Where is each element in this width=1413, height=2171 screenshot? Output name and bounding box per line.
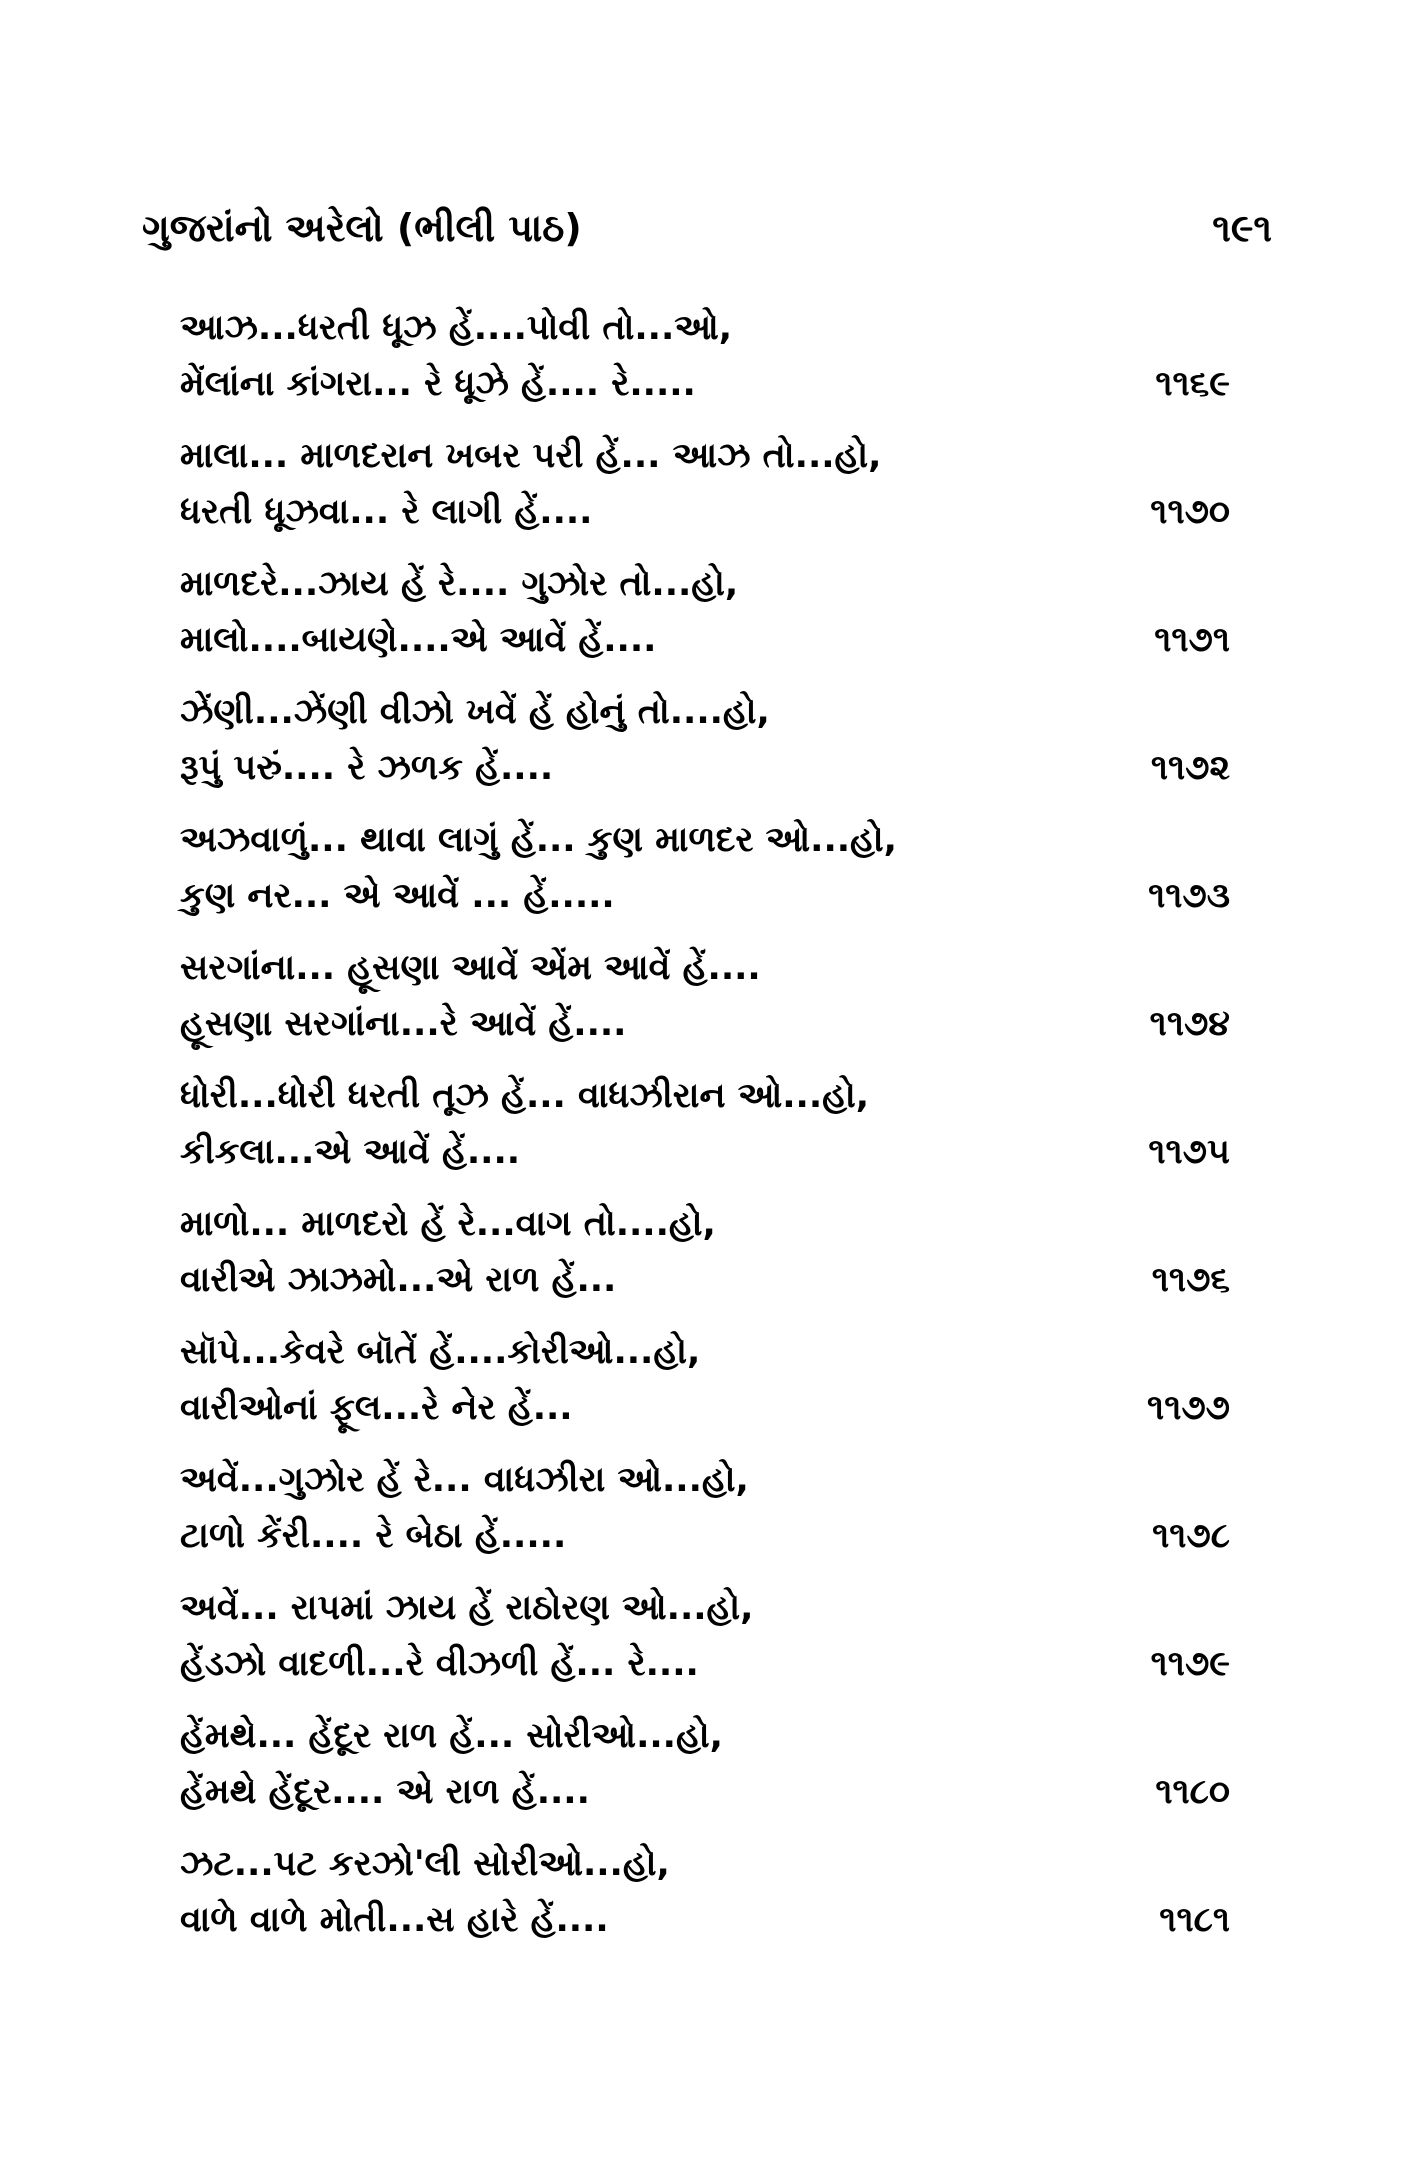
verse-line: અવેં...ગુઝોર હેં રે... વાધઝીરા ઓ...હો, <box>180 1460 749 1500</box>
stanza <box>180 1452 1230 1580</box>
stanza <box>180 300 1230 428</box>
verse-number: ૧૧૬૯ <box>1155 364 1230 404</box>
verse-line: હૂસણા સરગાંના...રે આવેં હેં.... <box>180 1004 627 1044</box>
page-number: ૧૯૧ <box>1212 206 1272 250</box>
stanza <box>180 684 1230 812</box>
verse-number: ૧૧૮૧ <box>1159 1900 1230 1940</box>
verse-line: માળદરે...ઝાય હેં રે.... ગુઝોર તો...હો, <box>180 564 739 604</box>
verse-number: ૧૧૭૯ <box>1150 1644 1230 1684</box>
verse-line: હેંમથે હેંદૂર.... એ રાળ હેં.... <box>180 1772 590 1812</box>
verse-line: આઝ...ધરતી ધૂઝ હેં....પોવી તો...ઓ, <box>180 308 733 348</box>
stanza <box>180 1324 1230 1452</box>
verse-line: માલા... માળદરાન ખબર પરી હેં... આઝ તો...હો, <box>180 436 882 476</box>
verse-line: કીકલા...એ આવેં હેં.... <box>180 1132 521 1172</box>
verse-line: ટાળો કેંરી.... રે બેઠા હેં..... <box>180 1516 567 1556</box>
verse-line: ઝેંણી...ઝેંણી વીઝો ખવેં હેં હોનું તો....હો, <box>180 692 770 732</box>
stanza <box>180 428 1230 556</box>
verse-line: માલો....બાયણે....એ આવેં હેં.... <box>180 620 657 660</box>
verse-number: ૧૧૭૩ <box>1148 876 1230 916</box>
verse-number: ૧૧૭૬ <box>1151 1260 1230 1300</box>
verse-line: હેંમથે... હેંદૂર રાળ હેં... સોરીઓ...હો, <box>180 1716 723 1756</box>
stanza <box>180 1580 1230 1708</box>
verse-number: ૧૧૭૦ <box>1150 492 1230 532</box>
verse-line: હેંડઝો વાદળી...રે વીઝળી હેં... રે.... <box>180 1644 699 1684</box>
verse-number: ૧૧૭૧ <box>1154 620 1230 660</box>
stanza <box>180 556 1230 684</box>
stanza <box>180 1068 1230 1196</box>
verse-number: ૧૧૭૭ <box>1147 1388 1230 1428</box>
verse-line: અઝવાળું... થાવા લાગું હેં... કુણ માળદર ઓ...હો, <box>180 820 897 860</box>
verse-number: ૧૧૭૮ <box>1152 1516 1230 1556</box>
verse-line: રૂપું પરું.... રે ઝળક હેં.... <box>180 748 554 788</box>
verse-number: ૧૧૮૦ <box>1155 1772 1230 1812</box>
stanza <box>180 1836 1230 1964</box>
verse-line: વારીઓનાં ફૂલ...રે નેર હેં... <box>180 1388 573 1428</box>
verse-line: ધરતી ધૂઝવા... રે લાગી હેં.... <box>180 492 593 532</box>
running-title: ગુજરાંનો અરેલો (ભીલી પાઠ) <box>142 206 582 250</box>
verse-line: સૉપે...કેવરે બૉતેં હેં....કોરીઓ...હો, <box>180 1332 701 1372</box>
verse-line: અવેં... રાપમાં ઝાય હેં રાઠોરણ ઓ...હો, <box>180 1588 754 1628</box>
stanza <box>180 1196 1230 1324</box>
verse-line: વાળે વાળે મોતી...સ હારે હેં.... <box>180 1900 609 1940</box>
verse-list <box>180 300 1230 1964</box>
verse-number: ૧૧૭૪ <box>1149 1004 1230 1044</box>
verse-line: મેંલાંના કાંગરા... રે ધૂઝે હેં.... રે..... <box>180 364 696 404</box>
verse-line: ધોરી...ધોરી ધરતી તૂઝ હેં... વાધઝીરાન ઓ...હો, <box>180 1076 870 1116</box>
verse-line: ઝટ...પટ કરઝો'લી સોરીઓ...હો, <box>180 1844 670 1884</box>
verse-number: ૧૧૭૫ <box>1148 1132 1230 1172</box>
stanza <box>180 940 1230 1068</box>
verse-line: કુણ નર... એ આવેં ... હેં..... <box>180 876 615 916</box>
stanza <box>180 1708 1230 1836</box>
verse-line: સરગાંના... હૂસણા આવેં એંમ આવેં હેં.... <box>180 948 761 988</box>
stanza <box>180 812 1230 940</box>
verse-line: વારીએ ઝાઝમો...એ રાળ હેં... <box>180 1260 617 1300</box>
page-header <box>142 198 1272 258</box>
verse-number: ૧૧૭૨ <box>1150 748 1230 788</box>
verse-line: માળો... માળદરો હેં રે...વાગ તો....હો, <box>180 1204 716 1244</box>
